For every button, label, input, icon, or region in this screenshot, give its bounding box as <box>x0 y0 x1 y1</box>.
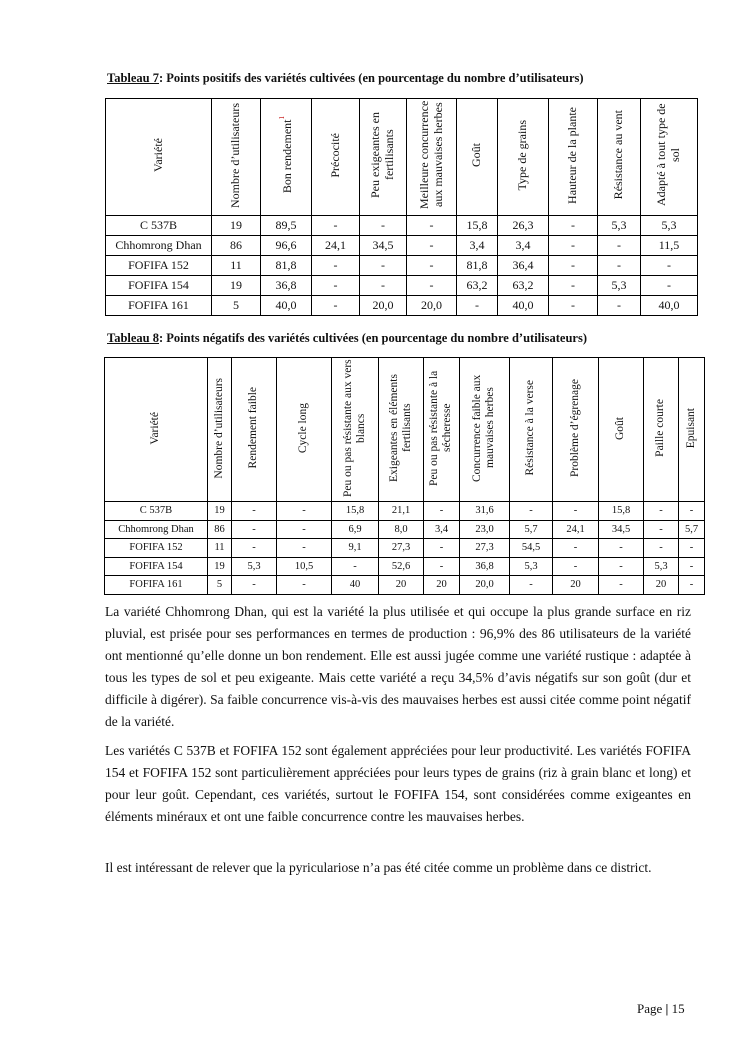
table-cell: 5,3 <box>510 557 553 576</box>
table-cell: - <box>424 502 460 521</box>
table8-caption <box>107 331 587 346</box>
table-cell: FOFIFA 152 <box>106 256 212 276</box>
table-cell: - <box>549 236 598 256</box>
table-cell: 5,3 <box>598 276 641 296</box>
table-row <box>106 276 698 296</box>
table-cell: 96,6 <box>261 236 312 256</box>
table-cell: - <box>232 539 277 558</box>
table-cell: - <box>360 216 407 236</box>
table-row <box>106 296 698 316</box>
table-cell: - <box>407 276 457 296</box>
table-cell: 40,0 <box>641 296 698 316</box>
table7-header: Adapté à tout type de sol <box>641 99 698 216</box>
table7-header-row <box>106 99 698 216</box>
table-cell: 10,5 <box>277 557 332 576</box>
table-cell: 63,2 <box>457 276 498 296</box>
table8-header: Cycle long <box>277 358 332 502</box>
table-cell: 86 <box>208 520 232 539</box>
table-cell: - <box>360 276 407 296</box>
table-cell: 20,0 <box>407 296 457 316</box>
table-cell: 36,4 <box>498 256 549 276</box>
table-row <box>106 216 698 236</box>
table-cell: 5 <box>212 296 261 316</box>
table-cell: 20 <box>553 576 599 595</box>
table-cell: - <box>510 576 553 595</box>
table-cell: - <box>457 296 498 316</box>
table8 <box>104 357 705 595</box>
table8-caption-label: Tableau 8 <box>107 331 159 345</box>
table-cell: FOFIFA 154 <box>105 557 208 576</box>
table-cell: 27,3 <box>460 539 510 558</box>
table-cell: 5 <box>208 576 232 595</box>
table-cell: 63,2 <box>498 276 549 296</box>
table-cell: 23,0 <box>460 520 510 539</box>
table-cell: 3,4 <box>457 236 498 256</box>
table7-header: Bon rendement$^1$ <box>261 99 312 216</box>
table-cell: FOFIFA 154 <box>106 276 212 296</box>
table-cell: - <box>232 576 277 595</box>
table8-header: Epuisant <box>679 358 705 502</box>
table-cell: 5,7 <box>679 520 705 539</box>
table-cell: 5,3 <box>598 216 641 236</box>
table8-header: Nombre d’utilisateurs <box>208 358 232 502</box>
table-cell: 11,5 <box>641 236 698 256</box>
table-row <box>105 576 705 595</box>
table8-header: Problème d’égrenage <box>553 358 599 502</box>
table-cell: 19 <box>212 216 261 236</box>
table-cell: 5,3 <box>644 557 679 576</box>
table-cell: 11 <box>208 539 232 558</box>
table8-header: Résistance à la verse <box>510 358 553 502</box>
table-cell: - <box>232 502 277 521</box>
table-cell: - <box>553 539 599 558</box>
table-cell: 31,6 <box>460 502 510 521</box>
table-cell: 5,3 <box>641 216 698 236</box>
table7-header: Précocité <box>312 99 360 216</box>
table8-header: Exigeantes en éléments fertilisants <box>379 358 424 502</box>
table-row <box>106 256 698 276</box>
table-cell: - <box>407 236 457 256</box>
table-cell: - <box>641 276 698 296</box>
table-cell: - <box>679 557 705 576</box>
table-cell: - <box>549 216 598 236</box>
table-cell: - <box>599 576 644 595</box>
table-cell: 81,8 <box>261 256 312 276</box>
table-cell: - <box>598 256 641 276</box>
table8-header: Rendement faible <box>232 358 277 502</box>
table8-header: Paille courte <box>644 358 679 502</box>
table-cell: Chhomrong Dhan <box>105 520 208 539</box>
table7-header: Goût <box>457 99 498 216</box>
table-cell: 5,7 <box>510 520 553 539</box>
table-cell: FOFIFA 161 <box>106 296 212 316</box>
table-cell: 9,1 <box>332 539 379 558</box>
table-cell: - <box>641 256 698 276</box>
table-cell: C 537B <box>106 216 212 236</box>
table-cell: 34,5 <box>360 236 407 256</box>
table-cell: - <box>549 256 598 276</box>
table7-header: Hauteur de la plante <box>549 99 598 216</box>
table-cell: - <box>312 256 360 276</box>
table7-header: Meilleure concurrence aux mauvaises herbes <box>407 99 457 216</box>
table7-header: Nombre d’utilisateurs <box>212 99 261 216</box>
table-cell: 19 <box>208 557 232 576</box>
paragraph: Les variétés C 537B et FOFIFA 152 sont également appréciées pour leur productivité. Les variétés FOFIFA 154 et FOFIFA 152 sont particulièrement appréciées pour leurs types de grains (riz à grain blanc et long) et pour leur goût. Cependant, ces variétés, surtout le FOFIFA 154, sont considérées comme exigeantes en éléments minéraux et ont une faible concurrence contre les mauvaises herbes. <box>105 743 691 824</box>
table-row <box>105 557 705 576</box>
table7-header: Type de grains <box>498 99 549 216</box>
table8-header: Peu ou pas résistante aux vers blancs <box>332 358 379 502</box>
table-cell: - <box>553 557 599 576</box>
table7-caption <box>107 71 584 86</box>
table7-caption-text: : Points positifs des variétés cultivées (en pourcentage du nombre d’utilisateurs) <box>159 71 584 85</box>
table-cell: - <box>644 502 679 521</box>
table-cell: 24,1 <box>312 236 360 256</box>
table-cell: - <box>549 276 598 296</box>
table-cell: - <box>598 296 641 316</box>
table-cell: FOFIFA 161 <box>105 576 208 595</box>
table-cell: - <box>277 502 332 521</box>
table-cell: 19 <box>208 502 232 521</box>
table-cell: - <box>598 236 641 256</box>
table-cell: 8,0 <box>379 520 424 539</box>
table-cell: 20,0 <box>360 296 407 316</box>
table-row <box>105 502 705 521</box>
table8-header-row <box>105 358 705 502</box>
table-cell: - <box>312 216 360 236</box>
table8-caption-text: : Points négatifs des variétés cultivées (en pourcentage du nombre d’utilisateurs) <box>159 331 587 345</box>
table-cell: - <box>407 216 457 236</box>
table7-header: Variété <box>106 99 212 216</box>
table-cell: - <box>232 520 277 539</box>
table-cell: 89,5 <box>261 216 312 236</box>
table-cell: 15,8 <box>332 502 379 521</box>
table-cell: - <box>644 539 679 558</box>
table-row <box>105 539 705 558</box>
table-cell: 3,4 <box>498 236 549 256</box>
table-cell: 15,8 <box>457 216 498 236</box>
paragraph: La variété Chhomrong Dhan, qui est la variété la plus utilisée et qui occupe la plus grande surface en riz pluvial, est prisée pour ses performances en termes de production : 96,9% des 86 utilisateurs de la variété ont mentionné qu’elle donne un bon rendement. Elle est aussi jugée comme une variété rustique : adaptée à tous les types de sol et peu exigeante. Mais cette variété a reçu 34,5% d’avis négatifs sur son goût (dur et difficile à digérer). Sa faible concurrence vis-à-vis des mauvaises herbes est aussi citée comme point négatif de la variété. <box>105 604 691 729</box>
table-cell: - <box>277 539 332 558</box>
table-cell: Chhomrong Dhan <box>106 236 212 256</box>
table-cell: 40 <box>332 576 379 595</box>
table-cell: 3,4 <box>424 520 460 539</box>
table-cell: - <box>277 576 332 595</box>
table7-header: Résistance au vent <box>598 99 641 216</box>
page-label: Page <box>637 1001 663 1016</box>
table-cell: - <box>277 520 332 539</box>
table-cell: - <box>510 502 553 521</box>
table-cell: 19 <box>212 276 261 296</box>
table-cell: C 537B <box>105 502 208 521</box>
table-cell: 26,3 <box>498 216 549 236</box>
table7 <box>105 98 698 316</box>
table-cell: - <box>679 502 705 521</box>
table-row <box>105 520 705 539</box>
table-cell: 20,0 <box>460 576 510 595</box>
table-cell: 11 <box>212 256 261 276</box>
table-cell: - <box>312 276 360 296</box>
table-cell: 52,6 <box>379 557 424 576</box>
table-cell: 36,8 <box>460 557 510 576</box>
table8-header: Variété <box>105 358 208 502</box>
table-cell: - <box>549 296 598 316</box>
table8-header: Concurrence faible aux mauvaises herbes <box>460 358 510 502</box>
page-number-value: 15 <box>671 1001 685 1016</box>
table-cell: 6,9 <box>332 520 379 539</box>
table8-header: Peu ou pas résistante à la sécheresse <box>424 358 460 502</box>
table-cell: 20 <box>379 576 424 595</box>
table-cell: 21,1 <box>379 502 424 521</box>
table-cell: 54,5 <box>510 539 553 558</box>
table-cell: - <box>312 296 360 316</box>
table-cell: - <box>599 539 644 558</box>
table-cell: 5,3 <box>232 557 277 576</box>
table-cell: 40,0 <box>498 296 549 316</box>
table-cell: - <box>679 539 705 558</box>
table-cell: - <box>599 557 644 576</box>
table-cell: 36,8 <box>261 276 312 296</box>
table-cell: - <box>553 502 599 521</box>
table8-header: Goût <box>599 358 644 502</box>
table-cell: - <box>679 576 705 595</box>
table-cell: 86 <box>212 236 261 256</box>
table-row <box>106 236 698 256</box>
table-cell: - <box>360 256 407 276</box>
footnote-mark: 1 <box>277 116 286 120</box>
table7-caption-label: Tableau 7 <box>107 71 159 85</box>
table-cell: - <box>424 557 460 576</box>
table-cell: 27,3 <box>379 539 424 558</box>
table-cell: 20 <box>424 576 460 595</box>
table-cell: 15,8 <box>599 502 644 521</box>
table-cell: 34,5 <box>599 520 644 539</box>
page-separator: | <box>665 1001 669 1016</box>
page-number <box>637 1001 685 1017</box>
table-cell: 20 <box>644 576 679 595</box>
table-cell: FOFIFA 152 <box>105 539 208 558</box>
table-cell: 81,8 <box>457 256 498 276</box>
paragraph: Il est intéressant de relever que la pyriculariose n’a pas été citée comme un problème dans ce district. <box>105 860 652 875</box>
table-cell: 40,0 <box>261 296 312 316</box>
table-cell: 24,1 <box>553 520 599 539</box>
table-cell: - <box>424 539 460 558</box>
table-cell: - <box>644 520 679 539</box>
table-cell: - <box>332 557 379 576</box>
table7-header: Peu exigeantes en fertilisants <box>360 99 407 216</box>
table-cell: - <box>407 256 457 276</box>
